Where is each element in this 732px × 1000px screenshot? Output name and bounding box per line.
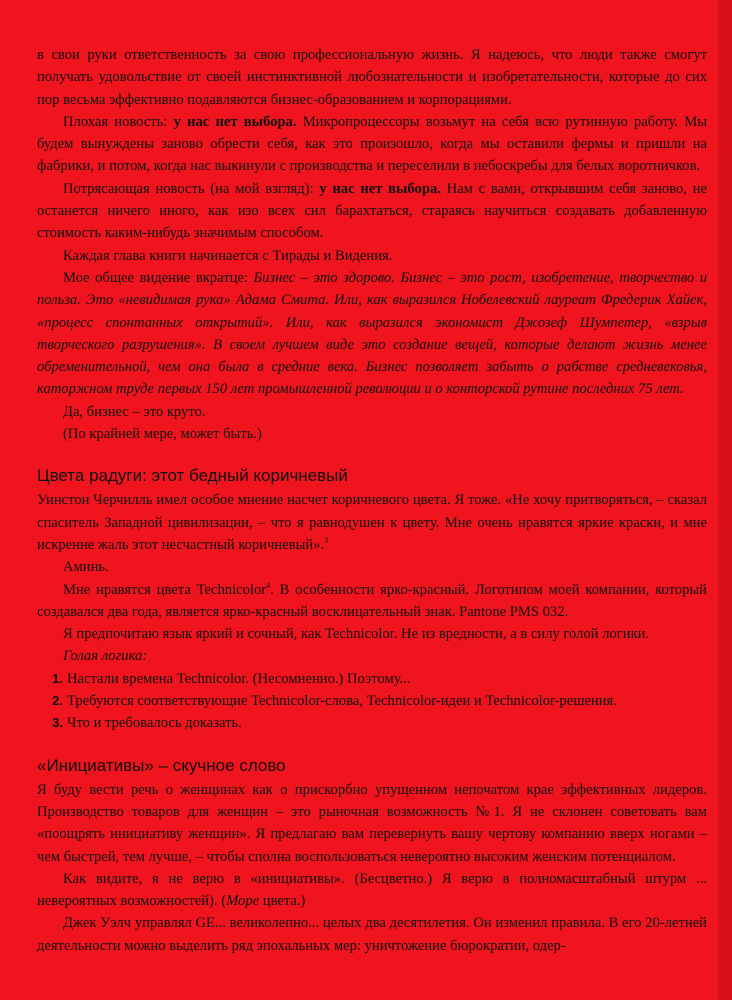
great-news-rest: Нам с вами, открывшим себя заново, не останется ничего иного, как изо всех сил барахтаться, стараясь научиться создавать добавленную стоимость каким-нибудь значимым способом. xyxy=(37,180,707,242)
language-paragraph: Я предпочитаю язык яркий и сочный, как Technicolor. Не из вредности, а в силу голой логики. xyxy=(63,626,650,643)
technicolor-rest: . В особенности ярко-красный. Логотипом моей компании, который создавался два года, является ярко-красный восклицательный знак. Pantone PMS 032. xyxy=(37,581,707,620)
list-item-text: Что и требовалось доказать. xyxy=(67,715,242,732)
list-item xyxy=(37,690,707,712)
list-item-text: Требуются соответствующие Technicolor-слова, Technicolor-идеи и Technicolor-решения. xyxy=(67,693,617,710)
vision-italic: Бизнес – это здорово. Бизнес – это рост, изобретение, творчество и польза. Это «невидимая рука» Адама Смита. Или, как выразился Нобелевский лауреат Фредерик Хайек, «процесс спонтанных открытий». Или, как выразился экономист Джозеф Шумпетер, «взрыв творческого разрушения». В своем лучшем виде это создание вещей, которые делают жизнь менее обременительной, чем она была в средние века. Бизнес позволяет забыть о рабстве средневековья, каторжном труде первых 150 лет промышленной революции и о конторской рутине последних 75 лет. xyxy=(37,269,707,398)
sea-italic: Море xyxy=(226,893,260,910)
intro-paragraph-chapters: Каждая глава книги начинается с Тирады и Видения. xyxy=(63,247,393,264)
list-item xyxy=(37,712,707,734)
section-heading-initiatives: «Инициативы» – скучное слово xyxy=(37,755,286,775)
initiatives-paragraph xyxy=(37,868,707,913)
women-paragraph: Я буду вести речь о женщинах как о прискорбно упущенном непочатом крае эффективных лидеров. Производство товаров для женщин – это рыночная возможность №1. Я не склонен советовать вам «поощрять инициативу женщин». Я предлагаю вам перевернуть вашу чертову компанию вверх ногами – чем быстрей, тем лучше, – чтобы сполна воспользоваться невероятно высоким женским потенциалом. xyxy=(37,781,707,865)
bad-news-rest: Микропроцессоры возьмут на себя всю рутинную работу. Мы будем вынуждены заново обрести себя, как это произошло, когда мы оставили фермы и пришли на фабрики, и потом, когда нас выкинули с производства и переселили в небоскребы для белых воротничков. xyxy=(37,113,707,175)
initiatives-lead: Как видите, я не верю в «инициативы». (Бесцветно.) Я верю в полномасштабный штурм ... невероятных возможностей). ( xyxy=(37,870,707,910)
list-item xyxy=(37,668,707,690)
list-item-number: 2. xyxy=(52,693,63,709)
page-content xyxy=(37,44,707,957)
great-news-lead: Потрясающая новость (на мой взгляд): xyxy=(63,180,320,197)
great-news-emphasis: у нас нет выбора. xyxy=(319,180,441,197)
technicolor-paragraph xyxy=(37,579,707,624)
churchill-paragraph xyxy=(37,489,707,556)
intro-paragraph-1: в свои руки ответственность за свою профессиональную жизнь. Я надеюсь, что люди также смогут получать удовольствие от своей инстинктивной любознательности и изобретательности, которые до сих пор весьма эффективно подавляются бизнес-образованием и корпорациями. xyxy=(37,47,707,108)
bad-news-emphasis: у нас нет выбора. xyxy=(173,113,297,130)
logic-label xyxy=(37,645,707,667)
welch-paragraph: Джек Уэлч управлял GE... великолепно... целых два десятилетия. Он изменил правила. В его 20-летней деятельности можно выделить ряд эпохальных мер: уничтожение бюрократии, одер- xyxy=(37,915,707,954)
intro-paragraph-bad-news xyxy=(37,111,707,178)
vision-lead: Мое общее видение вкратце: xyxy=(63,269,254,286)
list-item-number: 3. xyxy=(52,715,63,731)
technicolor-lead: Мне нравятся цвета Technicolor xyxy=(63,581,267,598)
intro-paragraph-vision xyxy=(37,267,707,401)
list-item-number: 1. xyxy=(52,670,63,686)
footnote-marker-3: 3 xyxy=(324,535,329,545)
bad-news-lead: Плохая новость: xyxy=(63,113,174,130)
page-edge xyxy=(718,0,732,1000)
amen-paragraph: Аминь. xyxy=(63,559,109,576)
churchill-text: Уинстон Черчилль имел особое мнение насчет коричневого цвета. Я тоже. «Не хочу притворяться, – сказал спаситель Западной цивилизации, – что я равнодушен к цвету. Мне очень нравятся яркие краски, и мне искренне жаль этот несчастный коричневый». xyxy=(37,492,707,553)
initiatives-rest: цвета.) xyxy=(259,893,306,910)
logic-label-italic: Голая логика: xyxy=(63,648,148,665)
intro-paragraph-business-cool: Да, бизнес – это круто. xyxy=(63,403,206,420)
intro-paragraph-great-news xyxy=(37,178,707,245)
footnote-marker-4: 4 xyxy=(266,580,271,590)
intro-paragraph-maybe: (По крайней мере, может быть.) xyxy=(63,426,262,443)
logic-list xyxy=(37,668,707,735)
list-item-text: Настали времена Technicolor. (Несомненно.) Поэтому... xyxy=(67,670,411,687)
section-heading-rainbow: Цвета радуги: этот бедный коричневый xyxy=(37,466,348,486)
